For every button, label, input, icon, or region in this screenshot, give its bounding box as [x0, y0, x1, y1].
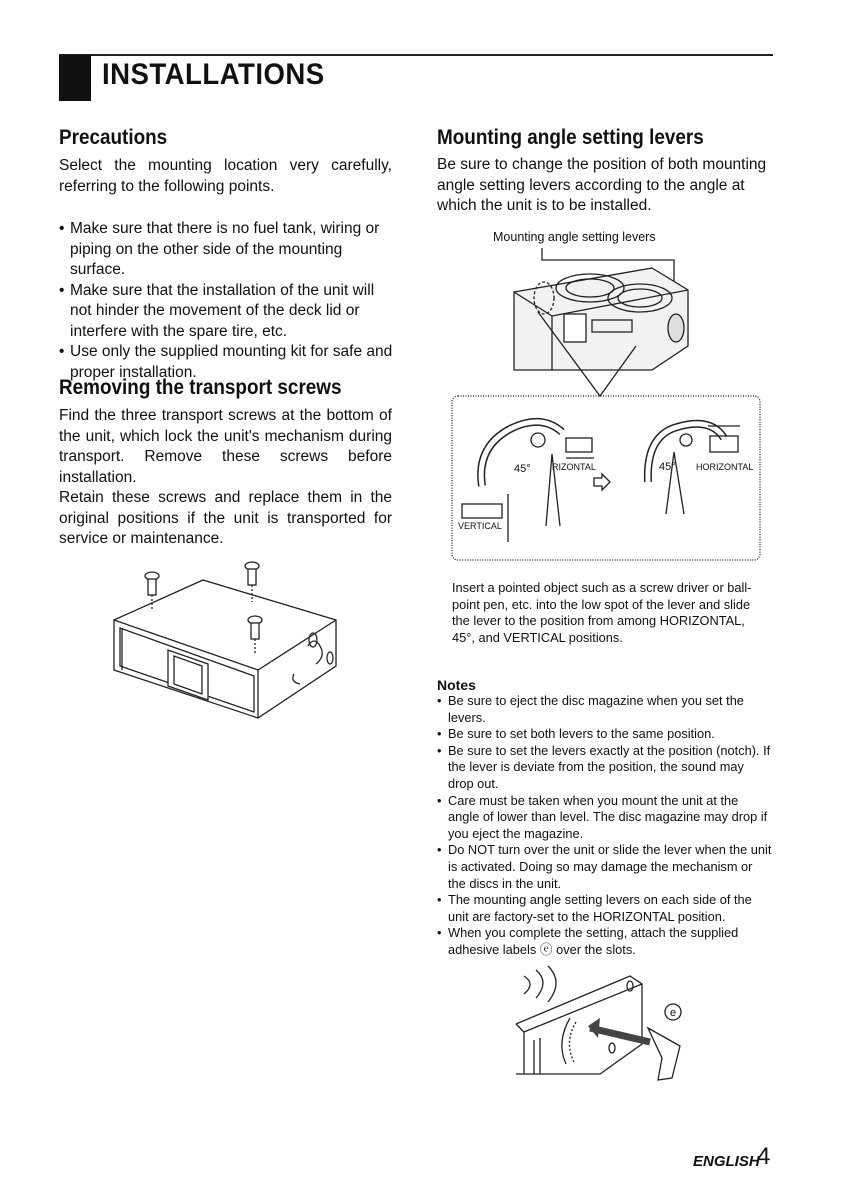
- page-title: INSTALLATIONS: [102, 58, 325, 91]
- precaution-item: • Use only the supplied mounting kit for safe and proper installation.: [59, 342, 393, 383]
- lever-horizontal-label-left: RIZONTAL: [552, 462, 596, 472]
- lever-instruction: Insert a pointed object such as a screw driver or ball-point pen, etc. into the low spot of the lever and slide the lever to the position from among HORIZONTAL, 45°, and VERTICAL positions.: [452, 580, 752, 645]
- precautions-heading: Precautions: [59, 126, 168, 149]
- precautions-intro: Select the mounting location very carefully, referring to the following points.: [59, 157, 392, 195]
- notes-heading: Notes: [437, 677, 476, 693]
- screw-icon: [145, 572, 159, 610]
- mounting-levers-heading: Mounting angle setting levers: [437, 126, 704, 149]
- adhesive-label-figure: [510, 962, 700, 1082]
- note-item: • Be sure to set the levers exactly at the position (notch). If the lever is deviate from the position, the sound may drop out.: [437, 743, 773, 793]
- transport-paragraph-1: Find the three transport screws at the bottom of the unit, which lock the unit's mechanism during transport. Remove these screws before installation.: [59, 407, 392, 486]
- header-rule: [59, 54, 773, 56]
- precaution-item: • Make sure that there is no fuel tank, wiring or piping on the other side of the mounting surface.: [59, 219, 393, 281]
- note-item: • Be sure to eject the disc magazine when you set the levers.: [437, 693, 773, 726]
- screw-icon: [248, 616, 262, 654]
- note-item: • When you complete the setting, attach the supplied adhesive labels ⓔ over the slots.: [437, 925, 773, 958]
- lever-angle-label-left: 45°: [514, 463, 531, 475]
- transport-screws-heading: Removing the transport screws: [59, 376, 342, 399]
- mounting-intro: Be sure to change the position of both mounting angle setting levers according to the angle at which the unit is to be installed.: [437, 156, 767, 214]
- mounting-figure-label: Mounting angle setting levers: [493, 230, 656, 244]
- precautions-list: [59, 219, 393, 383]
- note-item: • The mounting angle setting levers on each side of the unit are factory-set to the HORIZONTAL position.: [437, 892, 773, 925]
- lever-vertical-label: VERTICAL: [458, 521, 502, 531]
- lever-horizontal-label-right: HORIZONTAL: [696, 462, 754, 472]
- note-item: • Do NOT turn over the unit or slide the lever when the unit is activated. Doing so may damage the mechanism or the discs in the unit.: [437, 842, 773, 892]
- footer-language: ENGLISH: [693, 1153, 760, 1170]
- notes-list: [437, 693, 773, 959]
- callout-e-label: e: [669, 1007, 677, 1019]
- title-marker-block: [59, 55, 91, 101]
- transport-screws-figure: [108, 558, 348, 723]
- mounting-levers-figure: [452, 246, 762, 566]
- page-number: 4: [757, 1143, 771, 1170]
- precaution-item: • Make sure that the installation of the unit will not hinder the movement of the deck lid or interfere with the spare tire, etc.: [59, 281, 393, 343]
- lever-angle-label-right: 45°: [659, 461, 676, 473]
- transport-paragraph-2: Retain these screws and replace them in the original positions if the unit is transported for service or maintenance.: [59, 489, 392, 547]
- note-item: • Be sure to set both levers to the same position.: [437, 726, 773, 743]
- note-item: • Care must be taken when you mount the unit at the angle of lower than level. The disc magazine may drop if you eject the magazine.: [437, 793, 773, 843]
